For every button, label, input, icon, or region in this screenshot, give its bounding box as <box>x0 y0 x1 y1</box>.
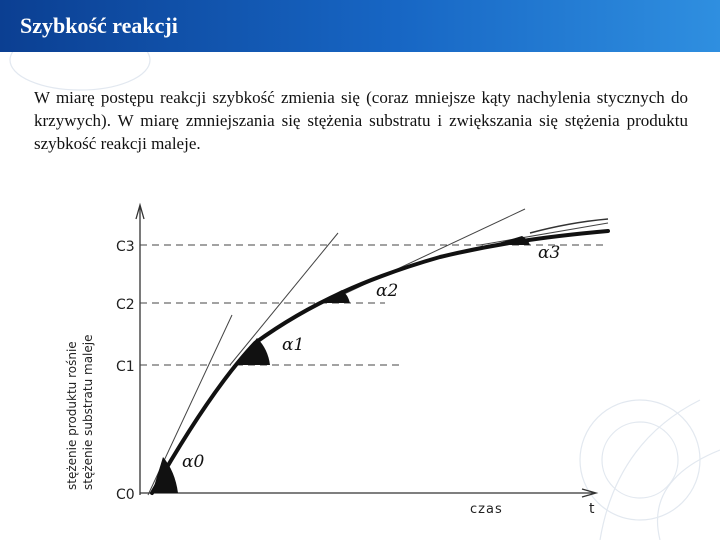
title-bar <box>0 0 720 52</box>
slide-title: Szybkość reakcji <box>20 13 178 38</box>
label-c1: C1 <box>116 359 135 375</box>
reaction-rate-diagram <box>60 195 620 535</box>
x-axis-label: czas <box>470 502 503 517</box>
y-axis-label-substrate: stężenie substratu maleje <box>81 334 95 490</box>
body-text: W miarę postępu reakcji szybkość zmienia się (coraz mniejsze kąty nachylenia stycznych do krzywych). W miarę zmniejszania się stężenia substratu i zwiększania się stężenia produktu szybkość reakcji maleje. <box>34 88 688 153</box>
x-axis-end-label: t <box>589 501 595 517</box>
label-c2: C2 <box>116 297 135 313</box>
angle-alpha0-wedge <box>152 457 178 493</box>
angle-label-alpha3: α3 <box>538 243 561 263</box>
x-axis <box>140 489 596 497</box>
y-axis-label-product: stężenie produktu rośnie <box>65 341 79 490</box>
label-c0: C0 <box>116 487 135 503</box>
angle-label-alpha0: α0 <box>182 452 205 472</box>
y-axis <box>136 205 144 495</box>
concentration-curve <box>152 231 608 493</box>
angle-label-alpha1: α1 <box>282 335 305 355</box>
level-lines <box>140 245 605 365</box>
angle-label-alpha2: α2 <box>376 281 399 301</box>
label-c3: C3 <box>116 239 135 255</box>
